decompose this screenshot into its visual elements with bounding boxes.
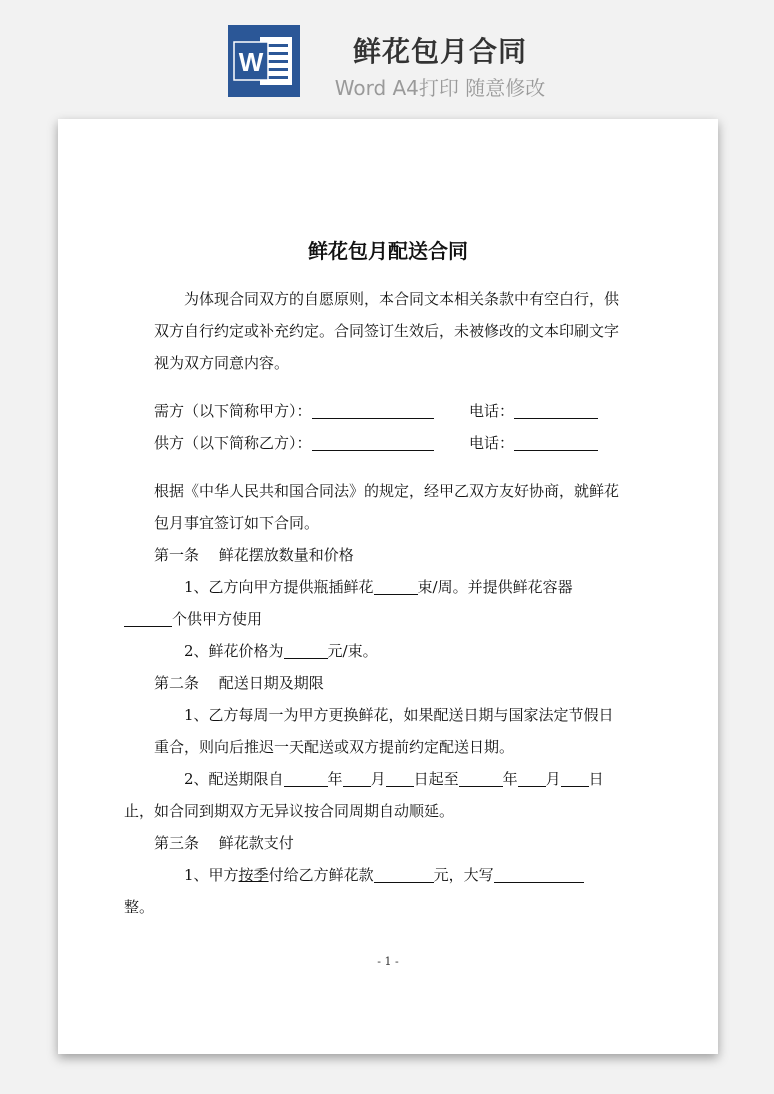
banner-header [0,0,774,110]
a1-item1-text-a: 1、乙方向甲方提供瓶插鲜花 [184,578,374,596]
banner-subtitle: Word A4打印 随意修改 [334,76,546,100]
party-b-row [154,427,624,459]
a2-day-end-label: 日 [588,770,604,788]
party-a-phone-blank[interactable] [514,400,598,419]
container-count-blank[interactable] [124,608,172,627]
a3-item1-text-c: 元，大写 [433,866,494,884]
start-year-blank[interactable] [284,768,328,787]
article-3-title: 第三条 鲜花款支付 [154,834,294,852]
banner-title: 鲜花包月合同 [352,35,527,68]
a3-item1-text-a: 1、甲方 [184,866,239,884]
a1-item2-text-a: 2、鲜花价格为 [184,642,284,660]
a1-item1-text-c: 个供甲方使用 [172,610,263,628]
party-a-row [154,395,624,427]
a2-item2-text-b: 止，如合同到期双方无异议按合同周期自动顺延。 [124,802,455,820]
word-icon [228,25,300,97]
a3-item1-text-b: 付给乙方鲜花款 [268,866,374,884]
party-a-phone-label: 电话： [469,402,515,420]
a2-month-label: 月 [370,770,386,788]
a3-item1-text-d: 整。 [124,898,155,916]
party-b-label: 供方（以下简称乙方）： [154,434,312,452]
party-b-name-blank[interactable] [312,432,434,451]
article-1-title: 第一条 鲜花摆放数量和价格 [154,546,354,564]
a2-end-year-label: 年 [502,770,518,788]
party-b-phone-blank[interactable] [514,432,598,451]
party-a-label: 需方（以下简称甲方）： [154,402,312,420]
a2-year-label: 年 [327,770,343,788]
article-2-item-1: 1、乙方每周一为甲方更换鲜花，如果配送日期与国家法定节假日重合，则向后推迟一天配送或双方提前约定配送日期。 [154,706,614,756]
document-page [58,119,718,1054]
word-icon-letter: W [238,47,264,77]
end-month-blank[interactable] [518,768,546,787]
document-body [124,283,624,923]
party-b-phone-label: 电话： [469,434,515,452]
party-a-name-blank[interactable] [312,400,434,419]
price-blank[interactable] [284,640,328,659]
payment-amount-words-blank[interactable] [494,864,584,883]
intro-paragraph: 为体现合同双方的自愿原则，本合同文本相关条款中有空白行，供双方自行约定或补充约定。合同签订生效后，未被修改的文本印刷文字视为双方同意内容。 [154,290,620,372]
payment-amount-blank[interactable] [374,864,434,883]
document-title: 鲜花包月配送合同 [308,239,468,263]
article-1-item-1 [154,571,624,635]
bouquet-count-blank[interactable] [374,576,418,595]
a2-day-start-label: 日起至 [413,770,459,788]
article-2-title: 第二条 配送日期及期限 [154,674,324,692]
start-day-blank[interactable] [386,768,414,787]
preamble-paragraph: 根据《中华人民共和国合同法》的规定，经甲乙双方友好协商，就鲜花包月事宜签订如下合同。 [154,482,620,532]
article-1-item-2 [154,635,624,667]
a2-end-month-label: 月 [545,770,561,788]
payment-period-text: 按季 [238,866,269,884]
end-year-blank[interactable] [459,768,503,787]
end-day-blank[interactable] [561,768,589,787]
start-month-blank[interactable] [343,768,371,787]
a1-item1-text-b: 束/周。并提供鲜花容器 [417,578,573,596]
a2-item2-text-a: 2、配送期限自 [184,770,284,788]
a1-item2-text-b: 元/束。 [327,642,378,660]
article-3-item-1 [124,859,624,923]
page-number: - 1 - [377,955,399,968]
article-2-item-2 [124,763,624,827]
